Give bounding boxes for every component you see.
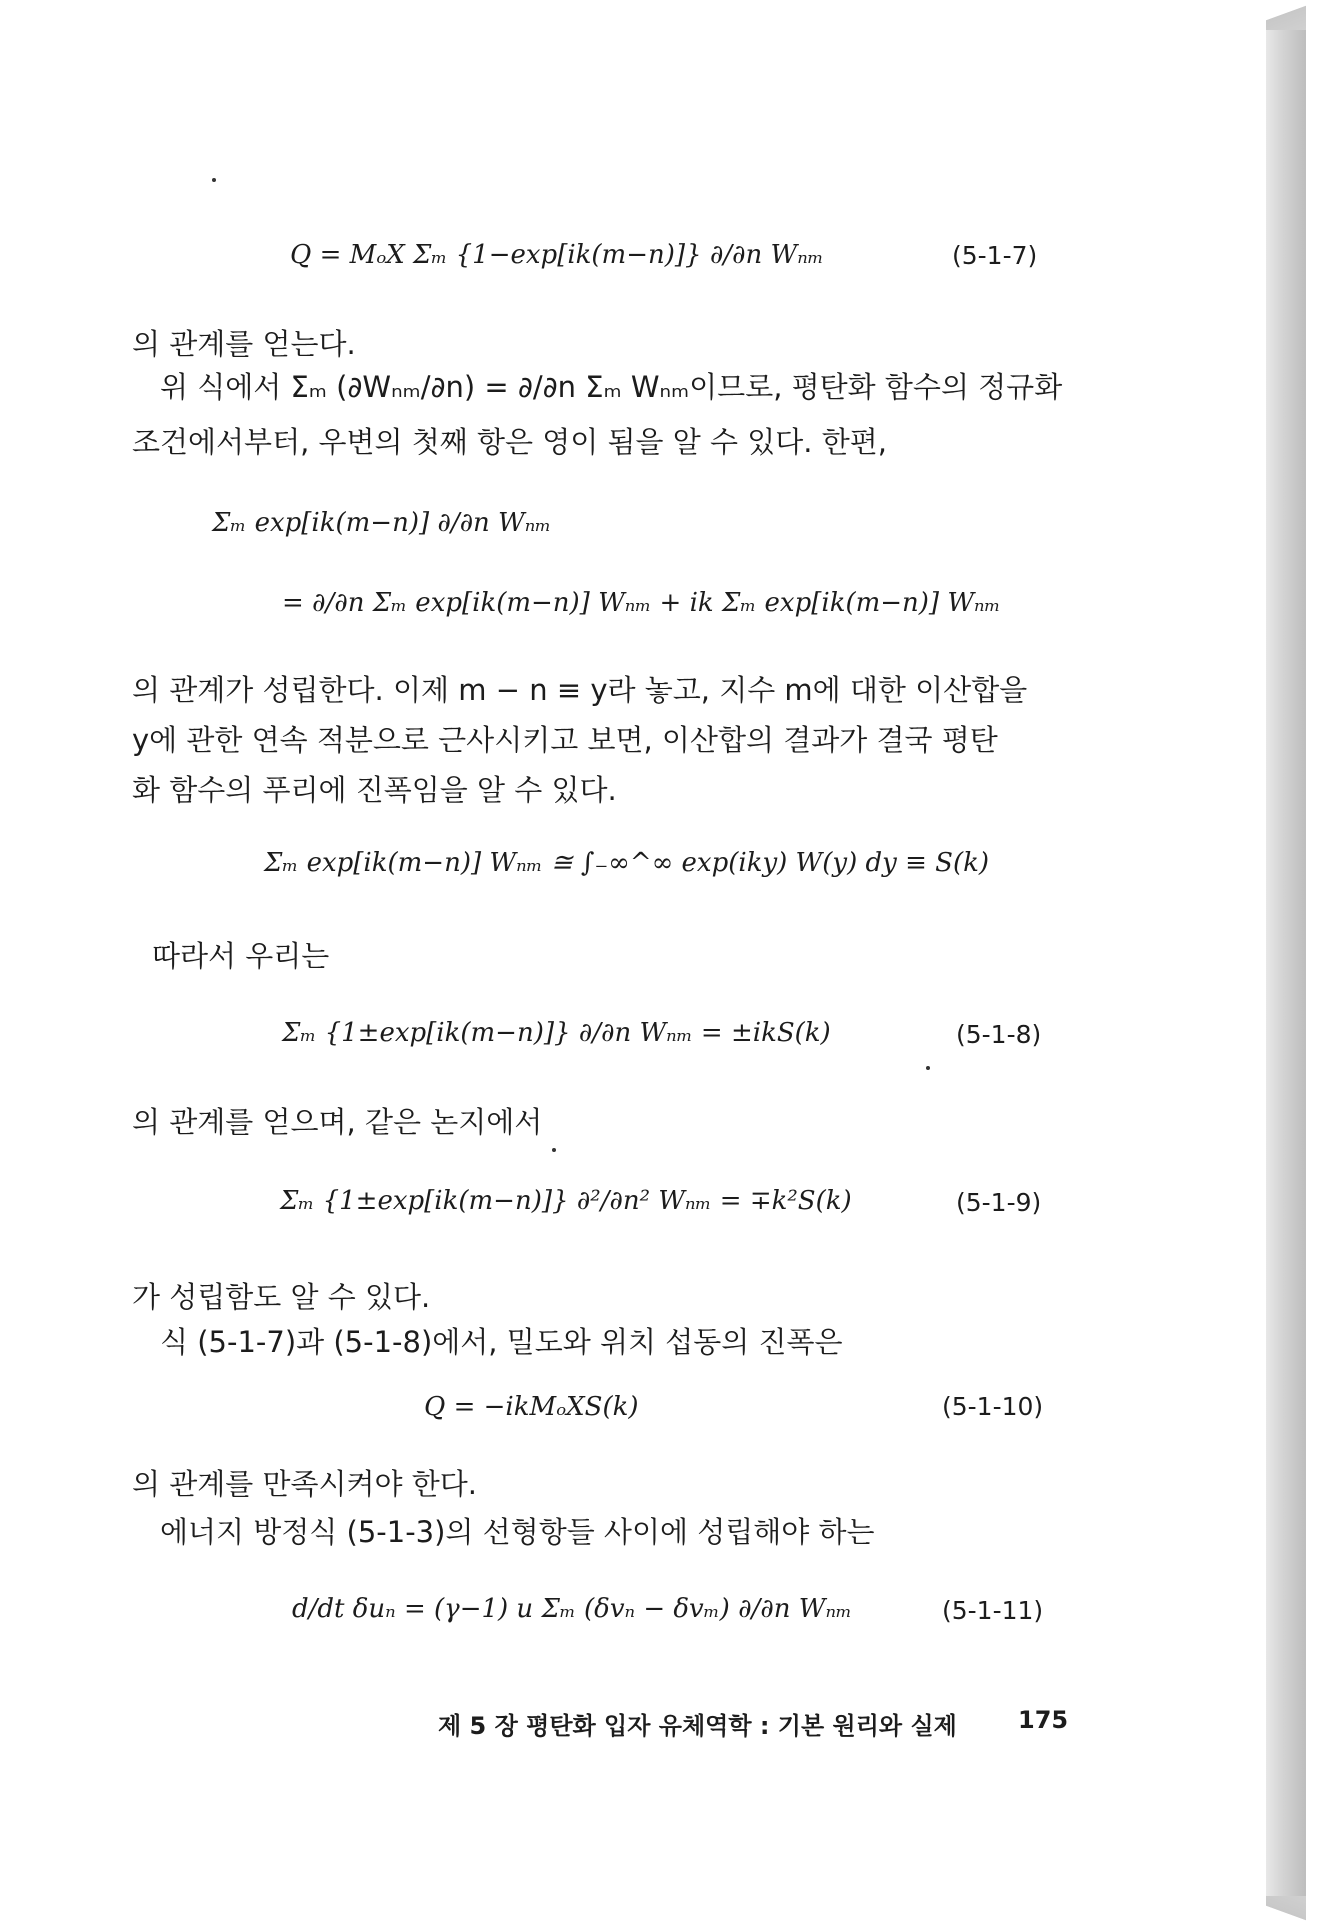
equation-number-5-1-9: (5-1-9) [956,1188,1042,1217]
paragraph-line-9: 가 성립함도 알 수 있다. [132,1280,431,1314]
speck-mark [926,1066,930,1070]
equation-sum-line-2: = ∂/∂n Σₘ exp[ik(m−n)] Wₙₘ + ik Σₘ exp[ik(m−n)] Wₙₘ [282,588,1001,618]
paragraph-line-8: 의 관계를 얻으며, 같은 논지에서 [132,1105,543,1139]
equation-number-5-1-11: (5-1-11) [942,1596,1044,1625]
page-edge-top [1266,0,1306,30]
paragraph-line-2: 위 식에서 Σₘ (∂Wₙₘ/∂n) = ∂/∂n Σₘ Wₙₘ이므로, 평탄화 함수의 정규화 [160,370,1063,404]
equation-5-1-7: Q = MₒX Σₘ {1−exp[ik(m−n)]} ∂/∂n Wₙₘ [290,240,824,270]
speck-mark [552,1148,556,1152]
equation-5-1-11: d/dt δuₙ = (γ−1) u Σₘ (δvₙ − δvₘ) ∂/∂n Wₙₘ [292,1594,852,1624]
page-edge-bottom [1266,1896,1306,1926]
paragraph-line-4: 의 관계가 성립한다. 이제 m − n ≡ y라 놓고, 지수 m에 대한 이산합을 [132,673,1028,707]
paragraph-line-1: 의 관계를 얻는다. [132,327,356,361]
equation-5-1-10: Q = −ikMₒXS(k) [424,1392,639,1422]
speck-mark [212,178,216,182]
paragraph-line-6: 화 함수의 푸리에 진폭임을 알 수 있다. [132,773,617,807]
equation-5-1-9: Σₘ {1±exp[ik(m−n)]} ∂²/∂n² Wₙₘ = ∓k²S(k) [280,1186,852,1216]
equation-integral: Σₘ exp[ik(m−n)] Wₙₘ ≅ ∫₋∞^∞ exp(iky) W(y) dy ≡ S(k) [264,848,990,878]
equation-5-1-8: Σₘ {1±exp[ik(m−n)]} ∂/∂n Wₙₘ = ±ikS(k) [282,1018,831,1048]
paragraph-line-7: 따라서 우리는 [152,939,330,973]
page-edge [1266,0,1306,1926]
paragraph-line-3: 조건에서부터, 우변의 첫째 항은 영이 됨을 알 수 있다. 한편, [132,425,887,459]
paragraph-line-5: y에 관한 연속 적분으로 근사시키고 보면, 이산합의 결과가 결국 평탄 [132,723,998,757]
paragraph-line-11: 의 관계를 만족시켜야 한다. [132,1467,478,1501]
equation-number-5-1-7: (5-1-7) [952,241,1038,270]
equation-number-5-1-8: (5-1-8) [956,1020,1042,1049]
page-margin [1306,0,1343,1926]
equation-number-5-1-10: (5-1-10) [942,1392,1044,1421]
running-footer-chapter: 제 5 장 평탄화 입자 유체역학 : 기본 원리와 실제 [438,1712,957,1740]
paragraph-line-10: 식 (5-1-7)과 (5-1-8)에서, 밀도와 위치 섭동의 진폭은 [160,1325,843,1359]
page-number: 175 [1018,1706,1069,1734]
paragraph-line-12: 에너지 방정식 (5-1-3)의 선형항들 사이에 성립해야 하는 [160,1515,875,1549]
equation-sum-line-1: Σₘ exp[ik(m−n)] ∂/∂n Wₙₘ [212,508,552,538]
